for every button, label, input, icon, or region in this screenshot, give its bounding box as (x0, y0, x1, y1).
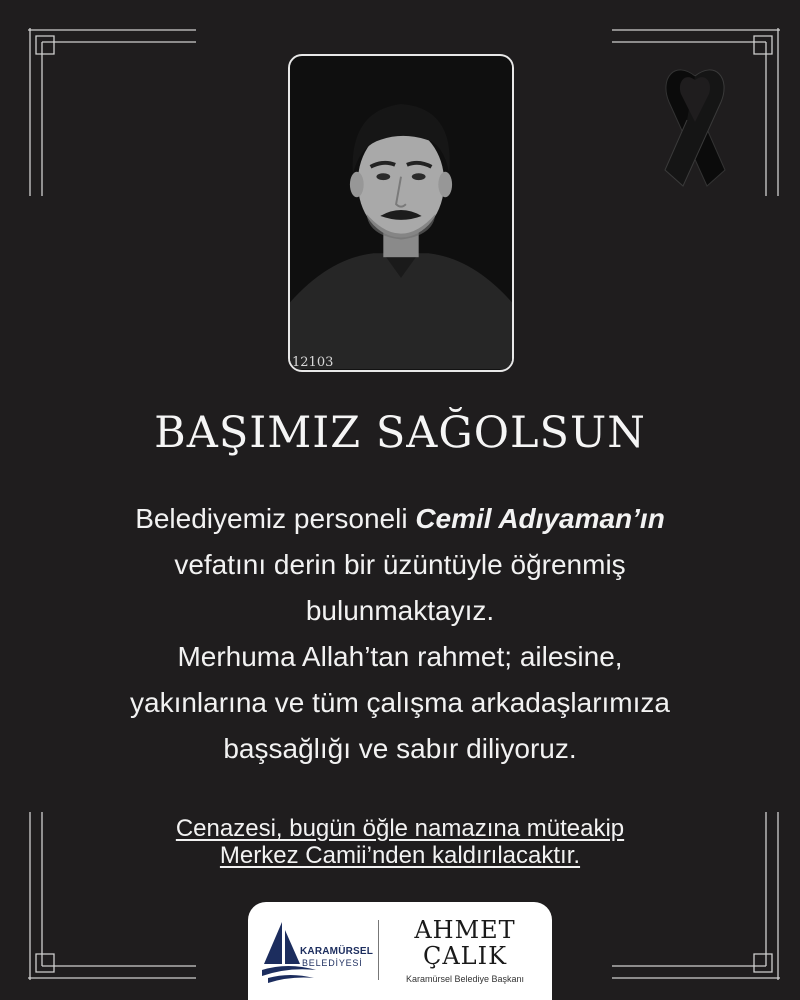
funeral-notice (40, 815, 760, 869)
funeral-line-1: Cenazesi, bugün öğle namazına müteakip (175, 815, 625, 842)
message-prefix: Belediyemiz personeli (135, 503, 416, 534)
message-line-5: yakınlarına ve tüm çalışma arkadaşlarımıza (130, 687, 670, 718)
message-line-6: başsağlığı ve sabır diliyoruz. (223, 733, 577, 764)
photo-code: 12103 (292, 355, 334, 370)
headline: BAŞIMIZ SAĞOLSUN (154, 408, 646, 458)
mourning-ribbon-icon (645, 58, 745, 188)
message-line-3: bulunmaktayız. (305, 595, 495, 626)
footer-logo-card (248, 902, 552, 1000)
card-divider (378, 920, 379, 980)
message-line-4: Merhuma Allah’tan rahmet; ailesine, (177, 641, 623, 672)
message-line-1 (40, 496, 760, 542)
corner-ornament-top-left (28, 28, 198, 198)
funeral-line-2: Merkez Camii’nden kaldırılacaktır. (219, 842, 581, 869)
condolence-message (40, 496, 760, 772)
portrait-illustration (290, 56, 512, 370)
mayor-first-name: AHMET (414, 916, 516, 944)
brand-name: KARAMÜRSEL (300, 946, 374, 957)
mayor-last-name: ÇALIK (422, 942, 508, 970)
brand-subtitle: BELEDİYESİ (302, 958, 363, 968)
deceased-name: Cemil Adıyaman’ın (415, 503, 665, 534)
message-line-2: vefatını derin bir üzüntüyle öğrenmiş (174, 549, 626, 580)
municipality-logo (260, 916, 380, 990)
mayor-title: Karamürsel Belediye Başkanı (405, 974, 525, 984)
portrait-photo (288, 54, 514, 372)
